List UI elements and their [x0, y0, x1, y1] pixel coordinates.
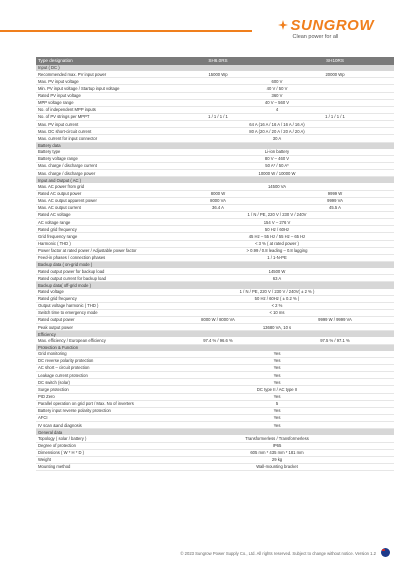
spec-label: Max. AC output apparent power — [36, 197, 160, 204]
table-row — [36, 422, 394, 429]
section-header-row — [36, 142, 394, 149]
spec-label: Rated output power — [36, 317, 160, 324]
table-row — [36, 407, 394, 414]
spec-value-model-2: 97.5 % / 97.1 % — [276, 337, 394, 344]
spec-label: Min. PV input voltage / Startup input voltage — [36, 85, 160, 92]
brand-accent-line — [0, 30, 252, 32]
spec-value-shared: DC type II / AC type II — [160, 386, 394, 393]
spec-value-shared: 10000 W / 10000 W — [160, 170, 394, 177]
table-row — [36, 464, 394, 471]
region-flag-icon — [381, 548, 390, 557]
spec-value-shared: 1 / N / PE, 220 V / 230 V / 240V( ± 2 % ) — [160, 289, 394, 296]
spec-label: Max. charge / discharge current — [36, 162, 160, 169]
table-row — [36, 226, 394, 233]
spec-value-shared: 30 A — [160, 135, 394, 142]
table-row — [36, 351, 394, 358]
spec-value-shared: 5 — [160, 400, 394, 407]
spec-value-shared: 64 A (16 A / 16 A / 16 A / 16 A) — [160, 121, 394, 128]
spec-label: DC switch (solar) — [36, 379, 160, 386]
section-title: Efficiency — [36, 331, 394, 338]
spec-value-shared: Yes — [160, 357, 394, 364]
spec-value-shared: Yes — [160, 372, 394, 379]
table-row — [36, 233, 394, 240]
spec-value-shared: Yes — [160, 351, 394, 358]
spec-value-shared: 80 V – 460 V — [160, 155, 394, 162]
spec-value-model-1: 8000 W / 8000 VA — [160, 317, 276, 324]
spec-label: MPP voltage range — [36, 99, 160, 106]
spec-label: Max. charge / discharge power — [36, 170, 160, 177]
spec-value-shared: Yes — [160, 415, 394, 422]
spec-label: Weight — [36, 456, 160, 463]
table-row — [36, 365, 394, 372]
spec-value-shared: 80 A (20 A / 20 A / 20 A / 20 A) — [160, 128, 394, 135]
spec-label: Topology ( solar / battery ) — [36, 435, 160, 442]
spec-label: Rated AC voltage — [36, 211, 160, 218]
spec-value-shared: 4 — [160, 106, 394, 113]
spec-label: Switch time to emergency mode — [36, 309, 160, 316]
spec-value-model-2: 9999 W — [276, 190, 394, 197]
spec-label: Rated grid frequency — [36, 295, 160, 302]
table-row — [36, 71, 394, 78]
spec-label: Max. DC short-circuit current — [36, 128, 160, 135]
table-row — [36, 135, 394, 142]
spec-value-shared: 45 Hz – 55 Hz / 55 Hz – 65 Hz — [160, 233, 394, 240]
spec-value-shared: 50 A* / 50 A* — [160, 162, 394, 169]
spec-value-shared: 50 Hz / 60Hz ( ± 0.2 % ) — [160, 295, 394, 302]
spec-label: PID Zero — [36, 393, 160, 400]
spec-label: Recommended max. PV input power — [36, 71, 160, 78]
spec-value-shared: Wall-mounting bracket — [160, 464, 394, 471]
spec-value-model-1: 1 / 1 / 1 / 1 — [160, 113, 276, 120]
spec-label: Battery voltage range — [36, 155, 160, 162]
section-title: Backup data( off-grid mode ) — [36, 282, 394, 289]
spec-label: Grid frequency range — [36, 233, 160, 240]
table-row — [36, 435, 394, 442]
spec-value-model-2: 1 / 1 / 1 / 1 — [276, 113, 394, 120]
table-row — [36, 309, 394, 316]
header-type-designation: Type designation — [36, 57, 160, 65]
table-row — [36, 183, 394, 190]
section-title: Input ( DC ) — [36, 65, 394, 71]
spec-label: Battery input reverse polarity protection — [36, 407, 160, 414]
spec-label: No. of PV strings per MPPT — [36, 113, 160, 120]
spec-label: Rated output current for backup load — [36, 275, 160, 282]
section-title: Backup data ( on-grid mode ) — [36, 261, 394, 268]
spec-label: Max. PV input current — [36, 121, 160, 128]
table-row — [36, 211, 394, 218]
table-row — [36, 317, 394, 324]
table-row — [36, 85, 394, 92]
spec-label: Max. efficiency / European efficiency — [36, 337, 160, 344]
spec-value-model-1: 15000 Wp — [160, 71, 276, 78]
spec-label: Max. AC power from grid — [36, 183, 160, 190]
spec-value-shared: Li-ion battery — [160, 149, 394, 156]
spec-value-shared: 605 mm * 435 mm * 181 mm — [160, 449, 394, 456]
spec-label: Harmonic ( THD ) — [36, 240, 160, 247]
table-row — [36, 275, 394, 282]
spec-value-shared: < 3 % ( at rated power ) — [160, 240, 394, 247]
section-header-row — [36, 429, 394, 436]
table-row — [36, 324, 394, 331]
section-title: Battery data — [36, 142, 394, 149]
table-row — [36, 99, 394, 106]
table-row — [36, 121, 394, 128]
spec-value-shared: 1 / N / PE, 220 V / 230 V / 240V — [160, 211, 394, 218]
section-header-row — [36, 261, 394, 268]
table-row — [36, 442, 394, 449]
table-row — [36, 128, 394, 135]
spec-value-shared: 600 V — [160, 78, 394, 85]
spec-value-shared: 13680 VA, 10 s — [160, 324, 394, 331]
section-header-row — [36, 344, 394, 351]
spec-value-shared: 40 V / 50 V — [160, 85, 394, 92]
table-row — [36, 240, 394, 247]
table-row — [36, 456, 394, 463]
section-header-row — [36, 331, 394, 338]
spec-label: Output voltage harmonic ( THD ) — [36, 302, 160, 309]
spec-label: Rated grid frequency — [36, 226, 160, 233]
table-row — [36, 113, 394, 120]
table-row — [36, 149, 394, 156]
spec-value-shared: Yes — [160, 422, 394, 429]
spec-label: Degree of protection — [36, 442, 160, 449]
spec-value-shared: 50 Hz / 60Hz — [160, 226, 394, 233]
table-header-row — [36, 57, 394, 65]
spec-value-model-1: 36.4 A — [160, 204, 276, 211]
spec-value-shared: 360 V — [160, 92, 394, 99]
table-row — [36, 254, 394, 261]
spec-value-shared: 154 V – 276 V — [160, 219, 394, 226]
sungrow-logo — [291, 18, 375, 40]
spec-value-model-1: 8000 VA — [160, 197, 276, 204]
brand-slogan: Clean power for all — [292, 34, 339, 40]
section-title: Input and Output ( AC ) — [36, 177, 394, 184]
table-row — [36, 162, 394, 169]
spec-value-shared: 40 V – 560 V — [160, 99, 394, 106]
spec-label: Parallel operation on grid port / Max. No of inverters — [36, 400, 160, 407]
spec-value-shared: Yes — [160, 393, 394, 400]
table-row — [36, 219, 394, 226]
table-row — [36, 302, 394, 309]
section-header-row — [36, 282, 394, 289]
table-row — [36, 78, 394, 85]
spec-label: AC short – circuit protection — [36, 365, 160, 372]
table-row — [36, 393, 394, 400]
spec-label: Feed-in phases / connection phases — [36, 254, 160, 261]
table-row — [36, 190, 394, 197]
spec-value-model-1: 8000 W — [160, 190, 276, 197]
spec-value-shared: Yes — [160, 379, 394, 386]
spec-label: Peak output power — [36, 324, 160, 331]
spec-label: Max. current for input connector — [36, 135, 160, 142]
table-row — [36, 357, 394, 364]
spec-label: Max. PV input voltage — [36, 78, 160, 85]
spec-value-model-2: 9999 W / 9999 VA — [276, 317, 394, 324]
spec-value-model-2: 20000 Wp — [276, 71, 394, 78]
table-row — [36, 155, 394, 162]
spec-value-shared: Yes — [160, 365, 394, 372]
table-row — [36, 92, 394, 99]
table-row — [36, 337, 394, 344]
spec-label: Rated voltage — [36, 289, 160, 296]
spec-value-shared: < 2 % — [160, 302, 394, 309]
spec-value-model-1: 97.4 % / 96.6 % — [160, 337, 276, 344]
spec-label: Rated PV input voltage — [36, 92, 160, 99]
table-row — [36, 247, 394, 254]
table-row — [36, 400, 394, 407]
spec-label: IV scan &and diagnosis — [36, 422, 160, 429]
table-row — [36, 449, 394, 456]
header-model-2: SH10RS — [276, 57, 394, 65]
spec-label: Grid monitoring — [36, 351, 160, 358]
spec-label: Dimensions ( W * H * D ) — [36, 449, 160, 456]
table-row — [36, 170, 394, 177]
table-row — [36, 372, 394, 379]
table-row — [36, 204, 394, 211]
spec-label: Max. AC output current — [36, 204, 160, 211]
table-row — [36, 197, 394, 204]
table-row — [36, 386, 394, 393]
table-row — [36, 295, 394, 302]
copyright-footer: © 2023 Sungrow Power Supply Co., Ltd. All rights reserved. Subject to change without notice. Version 1.2 — [180, 551, 376, 556]
spec-label: Surge protection — [36, 386, 160, 393]
table-row — [36, 289, 394, 296]
sungrow-logo-mark-icon — [277, 19, 289, 31]
spec-value-shared: 14500 VA — [160, 183, 394, 190]
spec-value-shared: 63 A — [160, 275, 394, 282]
spec-label: Power factor at rated power / Adjustable power factor — [36, 247, 160, 254]
spec-value-shared: > 0.99 / 0.8 leading – 0.8 lagging — [160, 247, 394, 254]
spec-value-shared: Yes — [160, 407, 394, 414]
spec-value-shared: < 10 ms — [160, 309, 394, 316]
brand-name: SUNGROW — [290, 17, 374, 34]
spec-value-shared: 29 kg — [160, 456, 394, 463]
spec-value-model-2: 9999 VA — [276, 197, 394, 204]
spec-label: AFCI — [36, 415, 160, 422]
spec-label: AC voltage range — [36, 219, 160, 226]
section-title: General data — [36, 429, 394, 436]
spec-value-shared: Transformerless / Transformerless — [160, 435, 394, 442]
spec-label: Rated output power for backup load — [36, 268, 160, 275]
spec-label: Mounting method — [36, 464, 160, 471]
table-row — [36, 268, 394, 275]
spec-label: Leakage current protection — [36, 372, 160, 379]
table-row — [36, 415, 394, 422]
spec-label: DC reverse polarity protection — [36, 357, 160, 364]
spec-label: Battery type — [36, 149, 160, 156]
spec-value-model-2: 45.5 A — [276, 204, 394, 211]
spec-label: Rated AC output power — [36, 190, 160, 197]
spec-value-shared: 1 / 1-N-PE — [160, 254, 394, 261]
table-row — [36, 379, 394, 386]
spec-label: No. of independent MPP inputs — [36, 106, 160, 113]
section-title: Protection & Function — [36, 344, 394, 351]
header-model-1: SH6.0RS — [160, 57, 276, 65]
spec-value-shared: 14500 W — [160, 268, 394, 275]
spec-value-shared: IP65 — [160, 442, 394, 449]
section-header-row — [36, 177, 394, 184]
spec-table — [36, 57, 394, 471]
table-row — [36, 106, 394, 113]
